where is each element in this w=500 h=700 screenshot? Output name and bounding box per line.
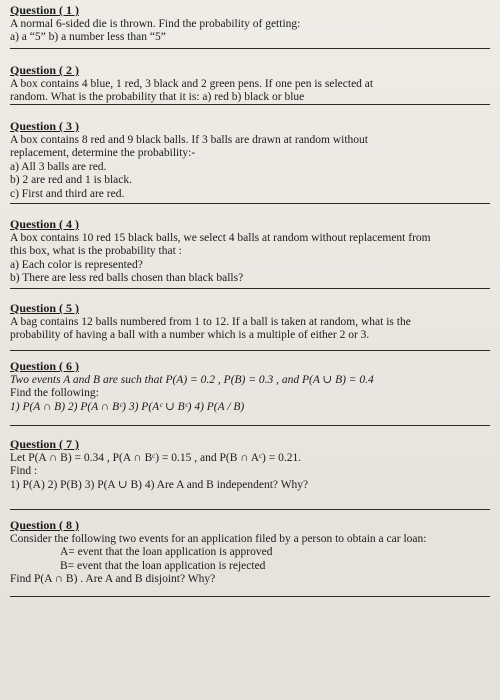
- question-heading: Question ( 2 ): [10, 63, 79, 77]
- divider: [10, 425, 490, 426]
- question-option: c) First and third are red.: [10, 187, 125, 200]
- question-2: [10, 64, 492, 105]
- question-option: b) There are less red balls chosen than black balls?: [10, 272, 244, 284]
- event-definition: B= event that the loan application is rejected: [60, 559, 266, 572]
- divider: [10, 203, 490, 204]
- question-text: Consider the following two events for an application filed by a person to obtain a car loan:: [10, 532, 427, 545]
- divider: [10, 48, 490, 49]
- question-text: A box contains 4 blue, 1 red, 3 black and 2 green pens. If one pen is selected at: [10, 77, 374, 90]
- question-8: [10, 519, 492, 587]
- question-6: [10, 360, 492, 414]
- divider: [10, 350, 490, 351]
- question-option: b) 2 are red and 1 is black.: [10, 174, 132, 186]
- question-text: replacement, determine the probability:-: [10, 147, 196, 159]
- divider: [10, 509, 490, 510]
- question-text: A bag contains 12 balls numbered from 1 to 12. If a ball is taken at random, what is the: [10, 315, 411, 328]
- question-text: Let P(A ∩ B) = 0.34 , P(A ∩ Bᶜ) = 0.15 , and P(B ∩ Aᶜ) = 0.21.: [10, 451, 302, 464]
- question-3: [10, 120, 492, 201]
- question-heading: Question ( 8 ): [10, 518, 79, 532]
- question-1: [10, 4, 492, 45]
- question-text: probability of having a ball with a number which is a multiple of either 2 or 3.: [10, 329, 370, 341]
- question-text: this box, what is the probability that :: [10, 245, 182, 257]
- question-4: [10, 218, 492, 286]
- event-definition: A= event that the loan application is approved: [60, 546, 273, 558]
- question-heading: Question ( 1 ): [10, 3, 79, 17]
- question-heading: Question ( 6 ): [10, 359, 79, 373]
- question-5: [10, 302, 492, 343]
- question-options: a) a “5” b) a number less than “5”: [10, 31, 166, 43]
- question-text: Find :: [10, 465, 38, 477]
- question-option: a) All 3 balls are red.: [10, 160, 107, 173]
- question-text: Find the following:: [10, 387, 99, 399]
- question-text: A box contains 10 red 15 black balls, we select 4 balls at random without replacement from: [10, 231, 431, 244]
- question-text: Find P(A ∩ B) . Are A and B disjoint? Why?: [10, 573, 216, 585]
- divider: [10, 596, 490, 597]
- question-7: [10, 438, 492, 492]
- question-option: a) Each color is represented?: [10, 258, 143, 271]
- question-options: 1) P(A ∩ B) 2) P(A ∩ Bᶜ) 3) P(Aᶜ ∪ Bᶜ) 4) P(A / B): [10, 400, 245, 413]
- question-options: 1) P(A) 2) P(B) 3) P(A ∪ B) 4) Are A and B independent? Why?: [10, 478, 309, 491]
- question-text: Two events A and B are such that P(A) = 0.2 , P(B) = 0.3 , and P(A ∪ B) = 0.4: [10, 373, 374, 386]
- question-heading: Question ( 4 ): [10, 217, 79, 231]
- question-heading: Question ( 3 ): [10, 119, 79, 133]
- question-text: A normal 6-sided die is thrown. Find the probability of getting:: [10, 17, 301, 30]
- divider: [10, 104, 490, 105]
- question-text: random. What is the probability that it is: a) red b) black or blue: [10, 91, 305, 103]
- question-heading: Question ( 5 ): [10, 301, 79, 315]
- divider: [10, 288, 490, 289]
- question-text: A box contains 8 red and 9 black balls. If 3 balls are drawn at random without: [10, 133, 369, 146]
- question-heading: Question ( 7 ): [10, 437, 79, 451]
